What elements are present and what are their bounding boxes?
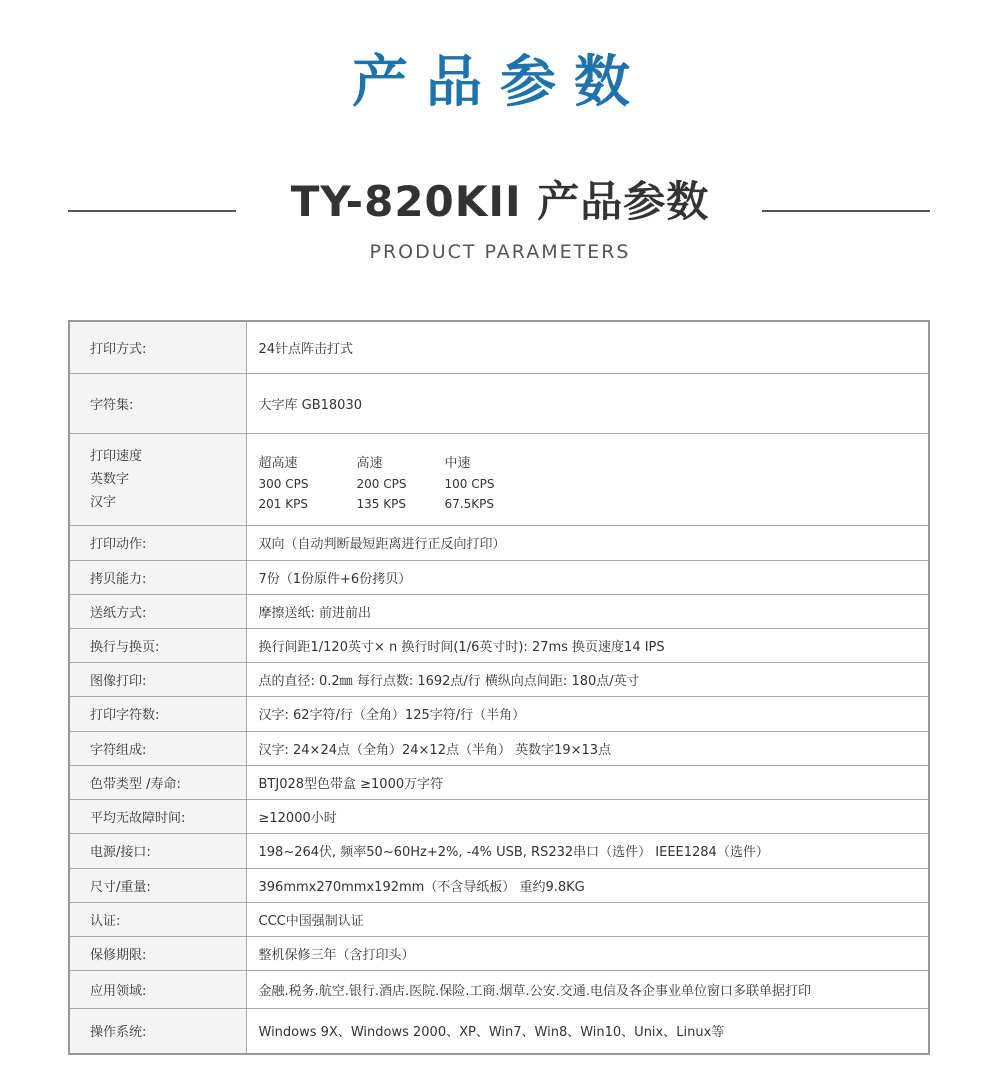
speed-alnum-value: 100 CPS	[444, 476, 495, 491]
table-row	[69, 868, 929, 902]
model-title: TY-820KII 产品参数	[290, 177, 710, 226]
parameter-table	[68, 320, 930, 1055]
model-subtitle: PRODUCT PARAMETERS	[369, 241, 631, 263]
row-label: 平均无故障时间:	[69, 799, 246, 833]
table-row	[69, 560, 929, 594]
speed-column-header: 中速	[444, 455, 471, 471]
row-label: 尺寸/重量:	[69, 868, 246, 902]
speed-labels	[69, 433, 246, 525]
speed-label: 英数字	[90, 471, 130, 487]
row-label: 打印字符数:	[69, 696, 246, 731]
speed-hanzi-value: 135 KPS	[356, 496, 406, 511]
table-row	[69, 525, 929, 560]
table-row	[69, 765, 929, 799]
row-value: 汉字: 62字符/行（全角）125字符/行（半角）	[246, 696, 929, 731]
speed-column-header: 超高速	[258, 455, 298, 471]
table-row	[69, 662, 929, 696]
speed-hanzi-value: 201 KPS	[258, 496, 308, 511]
table-row	[69, 321, 929, 373]
table-row	[69, 628, 929, 662]
row-label: 操作系统:	[69, 1008, 246, 1054]
row-label: 打印方式:	[69, 321, 246, 373]
table-row	[69, 1008, 929, 1054]
row-label: 换行与换页:	[69, 628, 246, 662]
row-value: 396mmx270mmx192mm（不含导纸板） 重约9.8KG	[246, 868, 929, 902]
right-divider	[762, 210, 930, 212]
row-value: 双向（自动判断最短距离进行正反向打印）	[246, 525, 929, 560]
row-label: 字符组成:	[69, 731, 246, 765]
table-row	[69, 696, 929, 731]
row-value: 换行间距1/120英寸× n 换行时间(1/6英寸时): 27ms 换页速度14 IPS	[246, 628, 929, 662]
row-value: 7份（1份原件+6份拷贝）	[246, 560, 929, 594]
table-row	[69, 594, 929, 628]
table-row	[69, 731, 929, 765]
row-label: 拷贝能力:	[69, 560, 246, 594]
row-label: 认证:	[69, 902, 246, 936]
row-label: 送纸方式:	[69, 594, 246, 628]
speed-hanzi-value: 67.5KPS	[444, 496, 494, 511]
row-value: 198~264伏, 频率50~60Hz+2%, -4% USB, RS232串口（选件） IEEE1284（选件）	[246, 833, 929, 868]
speed-column-header: 高速	[356, 455, 383, 471]
table-row	[69, 936, 929, 970]
row-value: 摩擦送纸: 前进前出	[246, 594, 929, 628]
model-header	[0, 172, 1000, 232]
table-row	[69, 833, 929, 868]
speed-alnum-value: 200 CPS	[356, 476, 407, 491]
speed-values	[246, 433, 929, 525]
row-value: 24针点阵击打式	[246, 321, 929, 373]
table-row	[69, 970, 929, 1008]
table-row-speed	[69, 433, 929, 525]
row-label: 打印动作:	[69, 525, 246, 560]
row-value: BTJ028型色带盒 ≥1000万字符	[246, 765, 929, 799]
row-value: Windows 9X、Windows 2000、XP、Win7、Win8、Win10、Unix、Linux等	[246, 1008, 929, 1054]
row-label: 色带类型 /寿命:	[69, 765, 246, 799]
speed-label: 汉字	[90, 494, 117, 510]
row-value: CCC中国强制认证	[246, 902, 929, 936]
row-value: 大字库 GB18030	[246, 373, 929, 433]
table-row	[69, 799, 929, 833]
speed-label: 打印速度	[90, 448, 143, 464]
row-value: 金融.税务.航空.银行.酒店.医院.保险.工商.烟草.公安.交通.电信及各企事业单位窗口多联单据打印	[246, 970, 929, 1008]
row-value: ≥12000小时	[246, 799, 929, 833]
row-label: 应用领域:	[69, 970, 246, 1008]
row-label: 保修期限:	[69, 936, 246, 970]
speed-alnum-value: 300 CPS	[258, 476, 309, 491]
row-value: 汉字: 24×24点（全角）24×12点（半角） 英数字19×13点	[246, 731, 929, 765]
row-label: 电源/接口:	[69, 833, 246, 868]
row-label: 图像打印:	[69, 662, 246, 696]
table-row	[69, 373, 929, 433]
table-row	[69, 902, 929, 936]
row-label: 字符集:	[69, 373, 246, 433]
page-title: 产品参数	[352, 50, 648, 115]
row-value: 点的直径: 0.2㎜ 每行点数: 1692点/行 横纵向点间距: 180点/英寸	[246, 662, 929, 696]
row-value: 整机保修三年（含打印头）	[246, 936, 929, 970]
